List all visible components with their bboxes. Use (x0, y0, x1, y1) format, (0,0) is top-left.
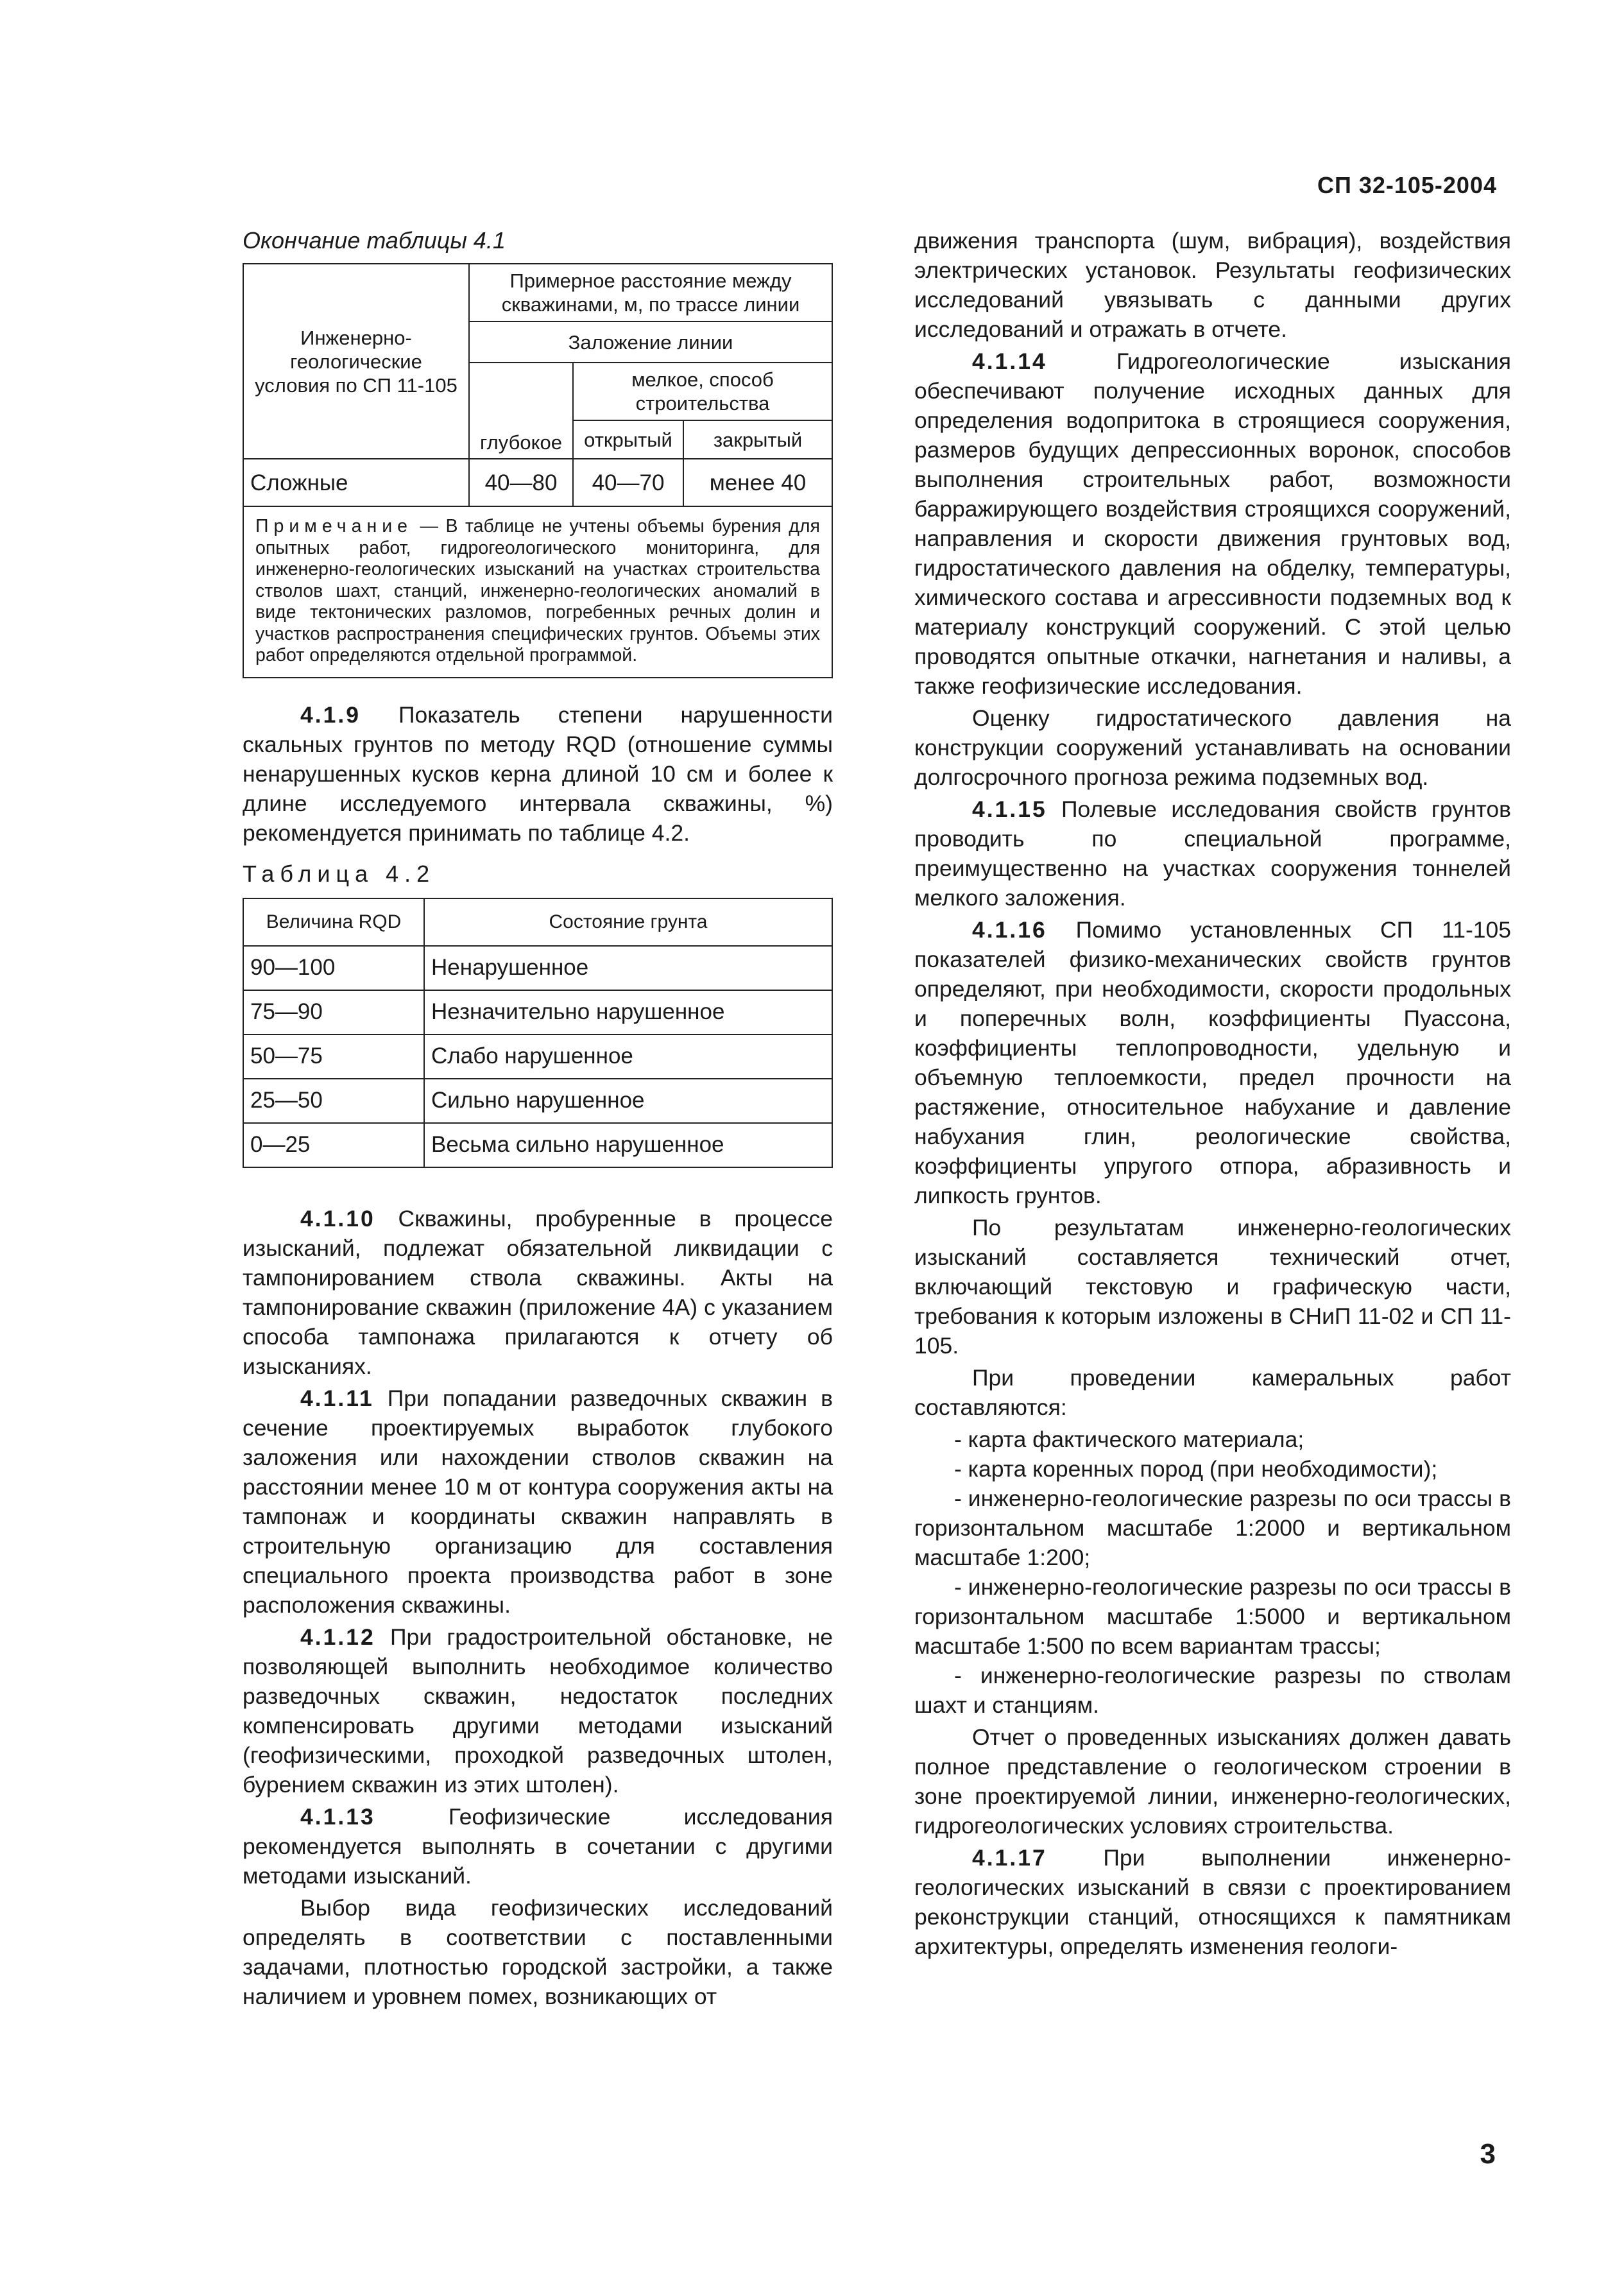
header-distance: Примерное расстояние между скважинами, м, по трассе линии (469, 264, 832, 322)
cell-deep: 40—80 (469, 459, 573, 506)
table-4-1-continuation (243, 263, 833, 678)
table-4-2 (243, 898, 833, 1168)
paragraph-4-1-11: 4.1.11 При попадании разведочных скважин в сечение проектируемых выработок глубокого заложения или нахождении стволов скважин на расстоянии менее 10 м от контура сооружения акты на тампонаж и координаты скважин направлять в строительную организацию для составления специального проекта производства работ в зоне расположения скважины. (243, 1385, 833, 1618)
header-shallow: мелкое, способ строительства (573, 363, 832, 420)
table2-header-rqd: Величина RQD (243, 898, 424, 946)
paragraph-4-1-10: 4.1.10 Скважины, пробуренные в процессе изысканий, подлежат обязательной ликвидации с тампонированием ствола скважины. Акты на тампонирование скважин (приложение 4А) с указанием способа тампонажа прилагаются к отчету об изысканиях. (243, 1205, 833, 1379)
note-text: — В таблице не учтены объемы бурения для опытных работ, гидрогеологического мониторинга, для инженерно-геологических изысканий на участках строительства стволов шахт, станций, инженерно-геологических аномалий в виде тектонических разломов, погребенных речных долин и участков распространения специфических грунтов. Объемы этих работ определяются отдельной программой. (255, 516, 820, 665)
header-deep: глубокое (469, 363, 573, 459)
paragraph-cameral: При проведении камеральных работ составляются: (914, 1365, 1511, 1420)
paragraph-4-1-17: 4.1.17 При выполнении инженерно-геологических изысканий в связи с проектированием реконструкции станций, относящихся к памятникам архитектуры, определять изменения геологи- (914, 1845, 1511, 1959)
paragraph-4-1-13: 4.1.13 Геофизические исследования рекомендуется выполнять в сочетании с другими методами изысканий. (243, 1803, 833, 1889)
table2-header-state: Состояние грунта (424, 898, 832, 946)
table-row: 75—90 Незначительно нарушенное (243, 990, 832, 1034)
paragraph-hydrostatic: Оценку гидростатического давления на конструкции сооружений устанавливать на основании долгосрочного прогноза режима подземных вод. (914, 705, 1511, 790)
right-column (914, 226, 1511, 1964)
paragraph-continuation: движения транспорта (шум, вибрация), воздействия электрических установок. Результаты геофизических исследований увязывать с данными других исследований и отражать в отчете. (914, 228, 1511, 342)
cell-condition: Сложные (243, 459, 469, 506)
table-row (243, 459, 832, 506)
note-label: Примечание (255, 516, 413, 536)
table-row: 90—100 Ненарушенное (243, 946, 832, 990)
list-item: - карта коренных пород (при необходимости); (954, 1456, 1438, 1482)
list-item: - инженерно-геологические разрезы по стволам шахт и станциям. (914, 1663, 1511, 1718)
paragraph-4-1-9: 4.1.9 Показатель степени нарушенности скальных грунтов по методу RQD (отношение суммы ненарушенных кусков керна длиной 10 см и более к длине исследуемого интервала скважины, %) рекомендуется принимать по таблице 4.2. (243, 701, 833, 846)
document-code: СП 32-105-2004 (1317, 172, 1497, 198)
table-row: 25—50 Сильно нарушенное (243, 1079, 832, 1123)
table-note (243, 506, 832, 678)
left-column (243, 226, 833, 2014)
list-item: - инженерно-геологические разрезы по оси трассы в горизонтальном масштабе 1:5000 и вертикальном масштабе 1:500 по всем вариантам трассы; (914, 1574, 1511, 1659)
list-item: - инженерно-геологические разрезы по оси трассы в горизонтальном масштабе 1:2000 и вертикальном масштабе 1:200; (914, 1486, 1511, 1570)
paragraph-geophysics-choice: Выбор вида геофизических исследований определять в соответствии с поставленными задачами, плотностью городской застройки, а также наличием и уровнем помех, возникающих от (243, 1894, 833, 2009)
header-conditions: Инженерно-геологические условия по СП 11-105 (243, 264, 469, 459)
list-item: - карта фактического материала; (954, 1427, 1304, 1452)
table1-caption: Окончание таблицы 4.1 (243, 227, 506, 253)
cell-closed: менее 40 (683, 459, 832, 506)
page-number: 3 (1480, 2138, 1496, 2170)
paragraph-4-1-14: 4.1.14 Гидрогеологические изыскания обеспечивают получение исходных данных для определения водопритока в строящиеся сооружения, размеров будущих депрессионных воронок, способов выполнения строительных работ, возможности барражирующего воздействия строящихся сооружений, направления и скорости движения грунтовых вод, гидростатического давления на обделку, температуры, химического состава и агрессивности подземных вод к материалу конструкций сооружений. С этой целью проводятся опытные откачки, нагнетания и наливы, а также геофизические исследования. (914, 348, 1511, 699)
header-depth: Заложение линии (469, 322, 832, 363)
paragraph-report-content: Отчет о проведенных изысканиях должен давать полное представление о геологическом строении в зоне проектируемой линии, инженерно-геологических, гидрогеологических условиях строительства. (914, 1724, 1511, 1839)
cell-open: 40—70 (573, 459, 683, 506)
table-row: 50—75 Слабо нарушенное (243, 1034, 832, 1079)
header-open: открытый (573, 420, 683, 459)
paragraph-4-1-15: 4.1.15 Полевые исследования свойств грунтов проводить по специальной программе, преимущественно на участках сооружения тоннелей мелкого заложения. (914, 796, 1511, 911)
paragraph-report: По результатам инженерно-геологических изысканий составляется технический отчет, включающий текстовую и графическую части, требования к которым изложены в СНиП 11-02 и СП 11-105. (914, 1215, 1511, 1359)
paragraph-4-1-12: 4.1.12 При градостроительной обстановке, не позволяющей выполнить необходимое количество разведочных скважин, недостаток последних компенсировать другими методами изысканий (геофизическими, проходкой разведочных штолен, бурением скважин из этих штолен). (243, 1624, 833, 1797)
table-row: 0—25 Весьма сильно нарушенное (243, 1123, 832, 1167)
paragraph-4-1-16: 4.1.16 Помимо установленных СП 11-105 показателей физико-механических свойств грунтов определяют, при необходимости, скорости продольных и поперечных волн, коэффициенты Пуассона, коэффициенты теплопроводности, удельную и объемную теплоемкости, предел прочности на растяжение, относительное набухание и давление набухания глин, реологические свойства, коэффициенты упругого отпора, абразивность и липкость грунтов. (914, 917, 1511, 1208)
table2-caption: Таблица 4.2 (243, 860, 436, 887)
header-closed: закрытый (683, 420, 832, 459)
